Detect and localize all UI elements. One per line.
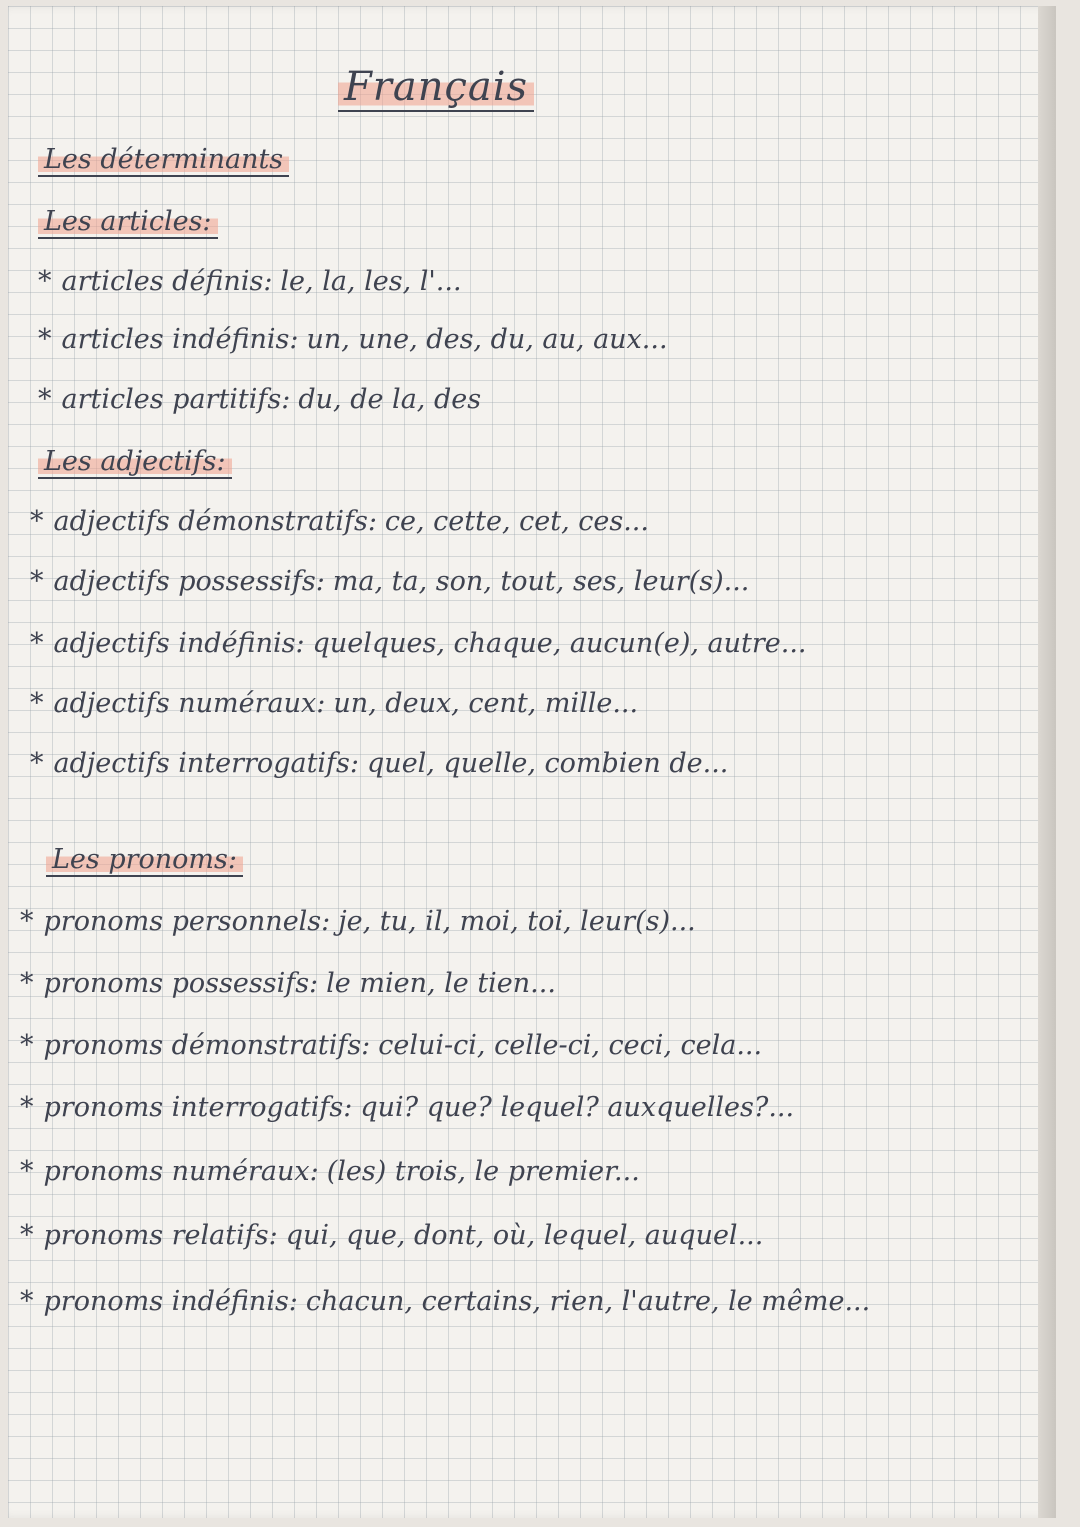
list-item: * articles partitifs: du, de la, des [38,384,482,415]
bullet-icon: * [20,1030,34,1061]
list-item: * pronoms possessifs: le mien, le tien... [20,968,556,999]
list-item: * articles indéfinis: un, une, des, du, au, aux... [38,324,668,355]
bullet-icon: * [38,266,52,297]
list-item: * adjectifs numéraux: un, deux, cent, mille... [30,688,639,719]
bullet-icon: * [20,906,34,937]
list-item: * adjectifs indéfinis: quelques, chaque, aucun(e), autre... [30,628,807,659]
bullet-icon: * [30,506,44,537]
list-item: * pronoms numéraux: (les) trois, le premier... [20,1156,640,1187]
section-heading-pronoms: Les pronoms: [46,844,243,875]
bullet-icon: * [30,628,44,659]
list-item: * adjectifs possessifs: ma, ta, son, tout, ses, leur(s)... [30,566,750,597]
bullet-icon: * [20,1220,34,1251]
list-item: * adjectifs interrogatifs: quel, quelle, combien de... [30,748,729,779]
bullet-icon: * [30,688,44,719]
list-item: * articles définis: le, la, les, l'... [38,266,462,297]
list-item: * pronoms personnels: je, tu, il, moi, toi, leur(s)... [20,906,696,937]
bullet-icon: * [38,324,52,355]
bullet-icon: * [20,1092,34,1123]
section-heading-determinants: Les déterminants [38,144,289,175]
bullet-icon: * [20,1156,34,1187]
notebook-page [8,6,1056,1518]
list-item: * pronoms démonstratifs: celui-ci, celle-ci, ceci, cela... [20,1030,763,1061]
list-item: * adjectifs démonstratifs: ce, cette, cet, ces... [30,506,649,537]
bullet-icon: * [38,384,52,415]
page-edge [1038,6,1056,1518]
bullet-icon: * [20,968,34,999]
list-item: * pronoms indéfinis: chacun, certains, rien, l'autre, le même... [20,1286,871,1317]
bullet-icon: * [30,748,44,779]
section-heading-adjectifs: Les adjectifs: [38,446,232,477]
bullet-icon: * [20,1286,34,1317]
bullet-icon: * [30,566,44,597]
list-item: * pronoms interrogatifs: qui? que? lequel? auxquelles?... [20,1092,795,1123]
subheading-articles: Les articles: [38,206,218,237]
list-item: * pronoms relatifs: qui, que, dont, où, lequel, auquel... [20,1220,764,1251]
page-title: Français [338,64,534,110]
